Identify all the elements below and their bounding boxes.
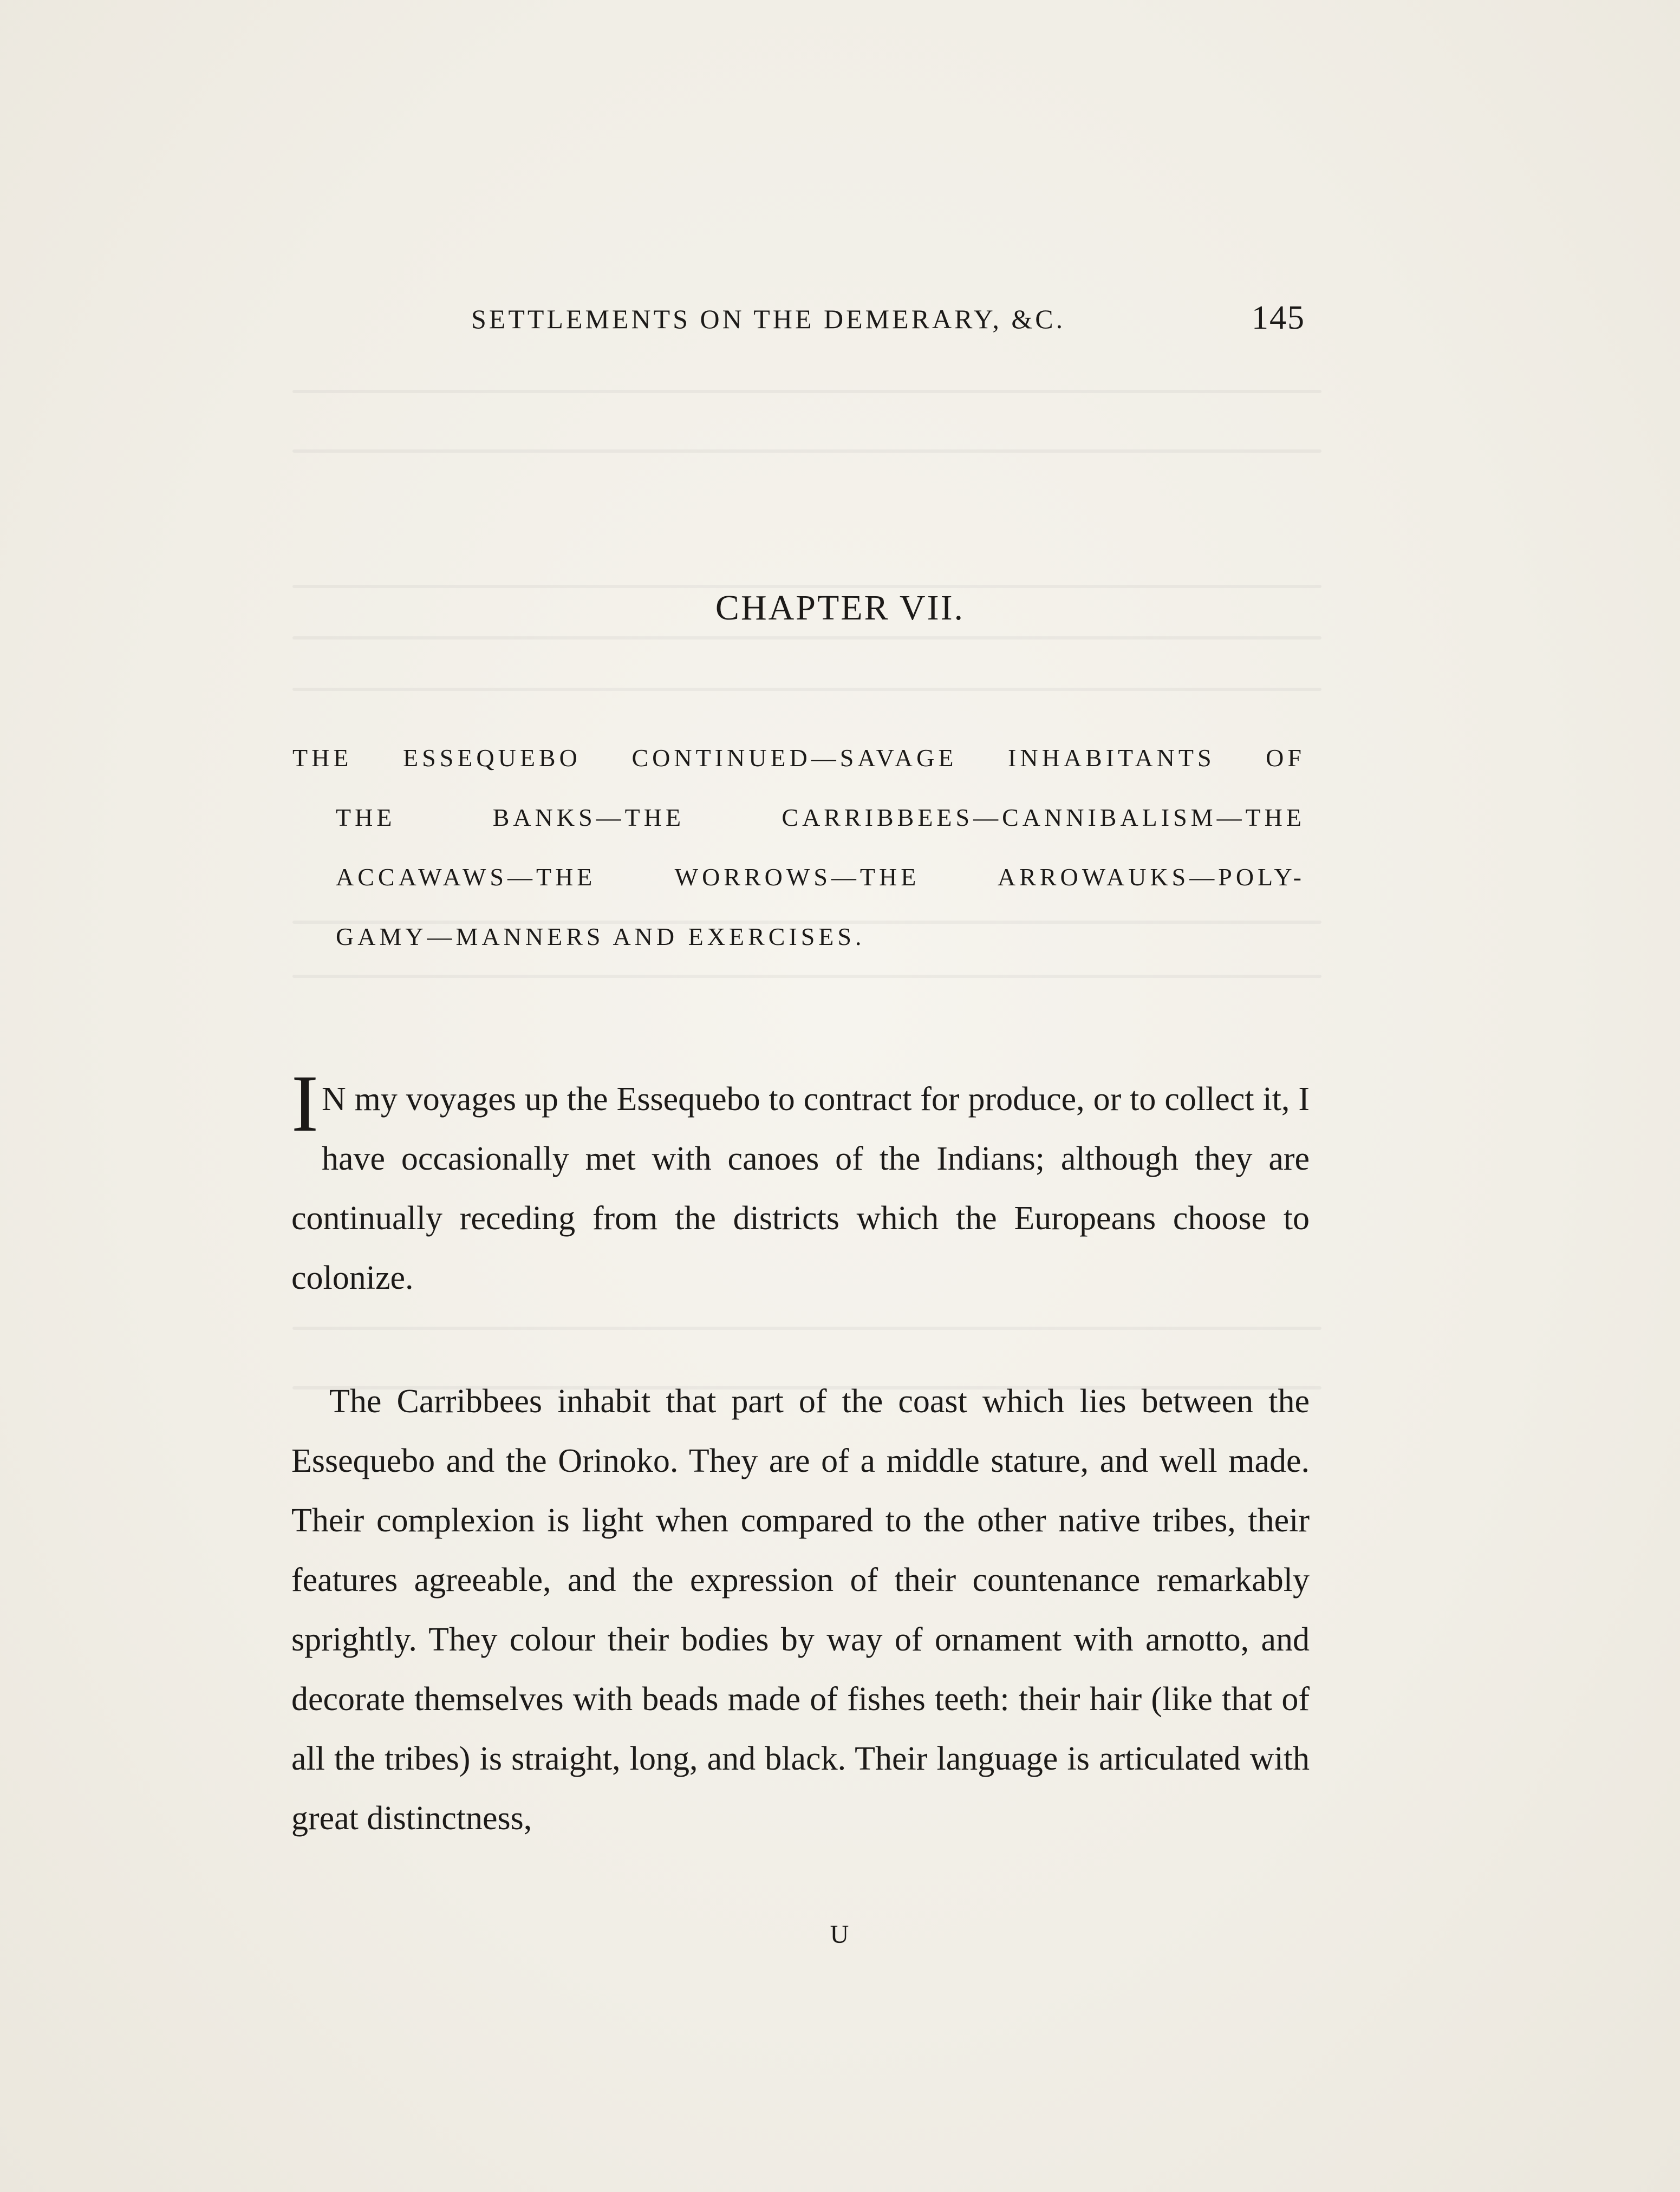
body-text: [291, 1059, 1310, 1848]
page-header: [471, 299, 1305, 352]
summary-line: THE ESSEQUEBO CONTINUED—SAVAGE INHABITANTS OF: [292, 744, 1305, 772]
bleed-through-line: [292, 975, 1321, 978]
page-number: 145: [1252, 299, 1305, 336]
chapter-title: CHAPTER VII.: [715, 588, 965, 628]
bleed-through-line: [292, 688, 1321, 691]
summary-line: THE BANKS—THE CARRIBBEES—CANNIBALISM—THE: [336, 804, 1305, 831]
summary-line: ACCAWAWS—THE WORROWS—THE ARROWAUKS—POLY-: [336, 863, 1305, 891]
bleed-through-line: [292, 390, 1321, 393]
bleed-through-line: [292, 449, 1321, 453]
signature-mark: U: [830, 1920, 850, 1949]
chapter-summary: [292, 728, 1305, 967]
summary-line: GAMY—MANNERS AND EXERCISES.: [336, 923, 865, 950]
bleed-through-line: [292, 636, 1321, 640]
paragraph-1: IN my voyages up the Essequebo to contract for produce, or to collect it, I have occasionally met with canoes of the Indians; although they are continually receding from the districts which the Europeans choose to colonize.: [291, 1059, 1310, 1296]
running-head: SETTLEMENTS ON THE DEMERARY, &C.: [471, 304, 1066, 334]
paragraph-2: The Carribbees inhabit that part of the coast which lies between the Essequebo and the Orinoko. They are of a middle stature, and well made. Their complexion is light when compared to the other native tribes, their features agreeable, and the expression of their countenance remarkably sprightly. They colour their bodies by way of ornament with arnotto, and decorate themselves with beads made of fishes teeth: their hair (like that of all the tribes) is straight, long, and black. Their language is articulated with great distinctness,: [291, 1383, 1310, 1837]
